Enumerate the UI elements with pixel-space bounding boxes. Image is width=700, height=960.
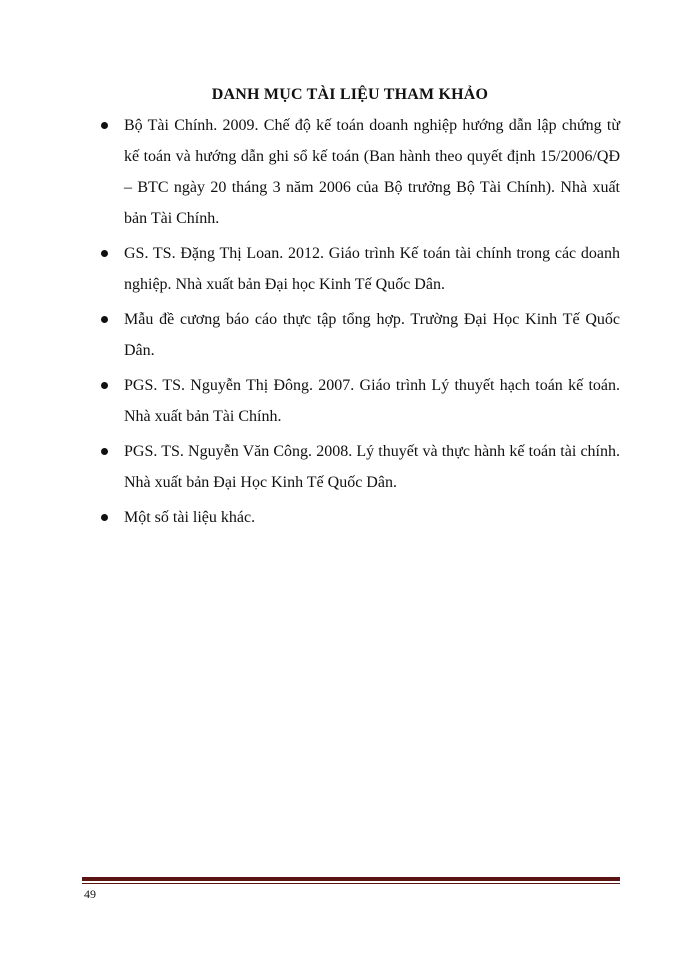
footer-divider-thick [82, 877, 620, 881]
reference-text: PGS. TS. Nguyễn Văn Công. 2008. Lý thuyết và thực hành kế toán tài chính. Nhà xuất bản Đại Học Kinh Tế Quốc Dân. [124, 443, 620, 491]
reference-text: Mẫu đề cương báo cáo thực tập tổng hợp. Trường Đại Học Kinh Tế Quốc Dân. [124, 311, 620, 359]
reference-item [98, 238, 620, 300]
reference-item [98, 502, 620, 533]
reference-text: Một số tài liệu khác. [124, 509, 256, 526]
bullet-icon [101, 448, 108, 455]
page-title: DANH MỤC TÀI LIỆU THAM KHẢO [211, 86, 489, 103]
bullet-icon [101, 316, 108, 323]
bullet-icon [101, 514, 108, 521]
footer-divider-thin [82, 883, 620, 884]
page-number: 49 [84, 887, 96, 901]
reference-item [98, 304, 620, 366]
reference-text: Bộ Tài Chính. 2009. Chế độ kế toán doanh nghiệp hướng dẫn lập chứng từ kế toán và hướng dẫn ghi sổ kế toán (Ban hành theo quyết định 15/2006/QĐ – BTC ngày 20 tháng 3 năm 2006 của Bộ trưởng Bộ Tài Chính). Nhà xuất bản Tài Chính. [124, 117, 620, 227]
reference-item [98, 436, 620, 498]
reference-text: PGS. TS. Nguyễn Thị Đông. 2007. Giáo trình Lý thuyết hạch toán kế toán. Nhà xuất bản Tài Chính. [124, 377, 620, 425]
reference-item [98, 370, 620, 432]
reference-item [98, 110, 620, 234]
bullet-icon [101, 250, 108, 257]
bullet-icon [101, 382, 108, 389]
reference-text: GS. TS. Đặng Thị Loan. 2012. Giáo trình Kế toán tài chính trong các doanh nghiệp. Nhà xuất bản Đại học Kinh Tế Quốc Dân. [124, 245, 620, 293]
reference-list [98, 110, 620, 537]
bullet-icon [101, 122, 108, 129]
